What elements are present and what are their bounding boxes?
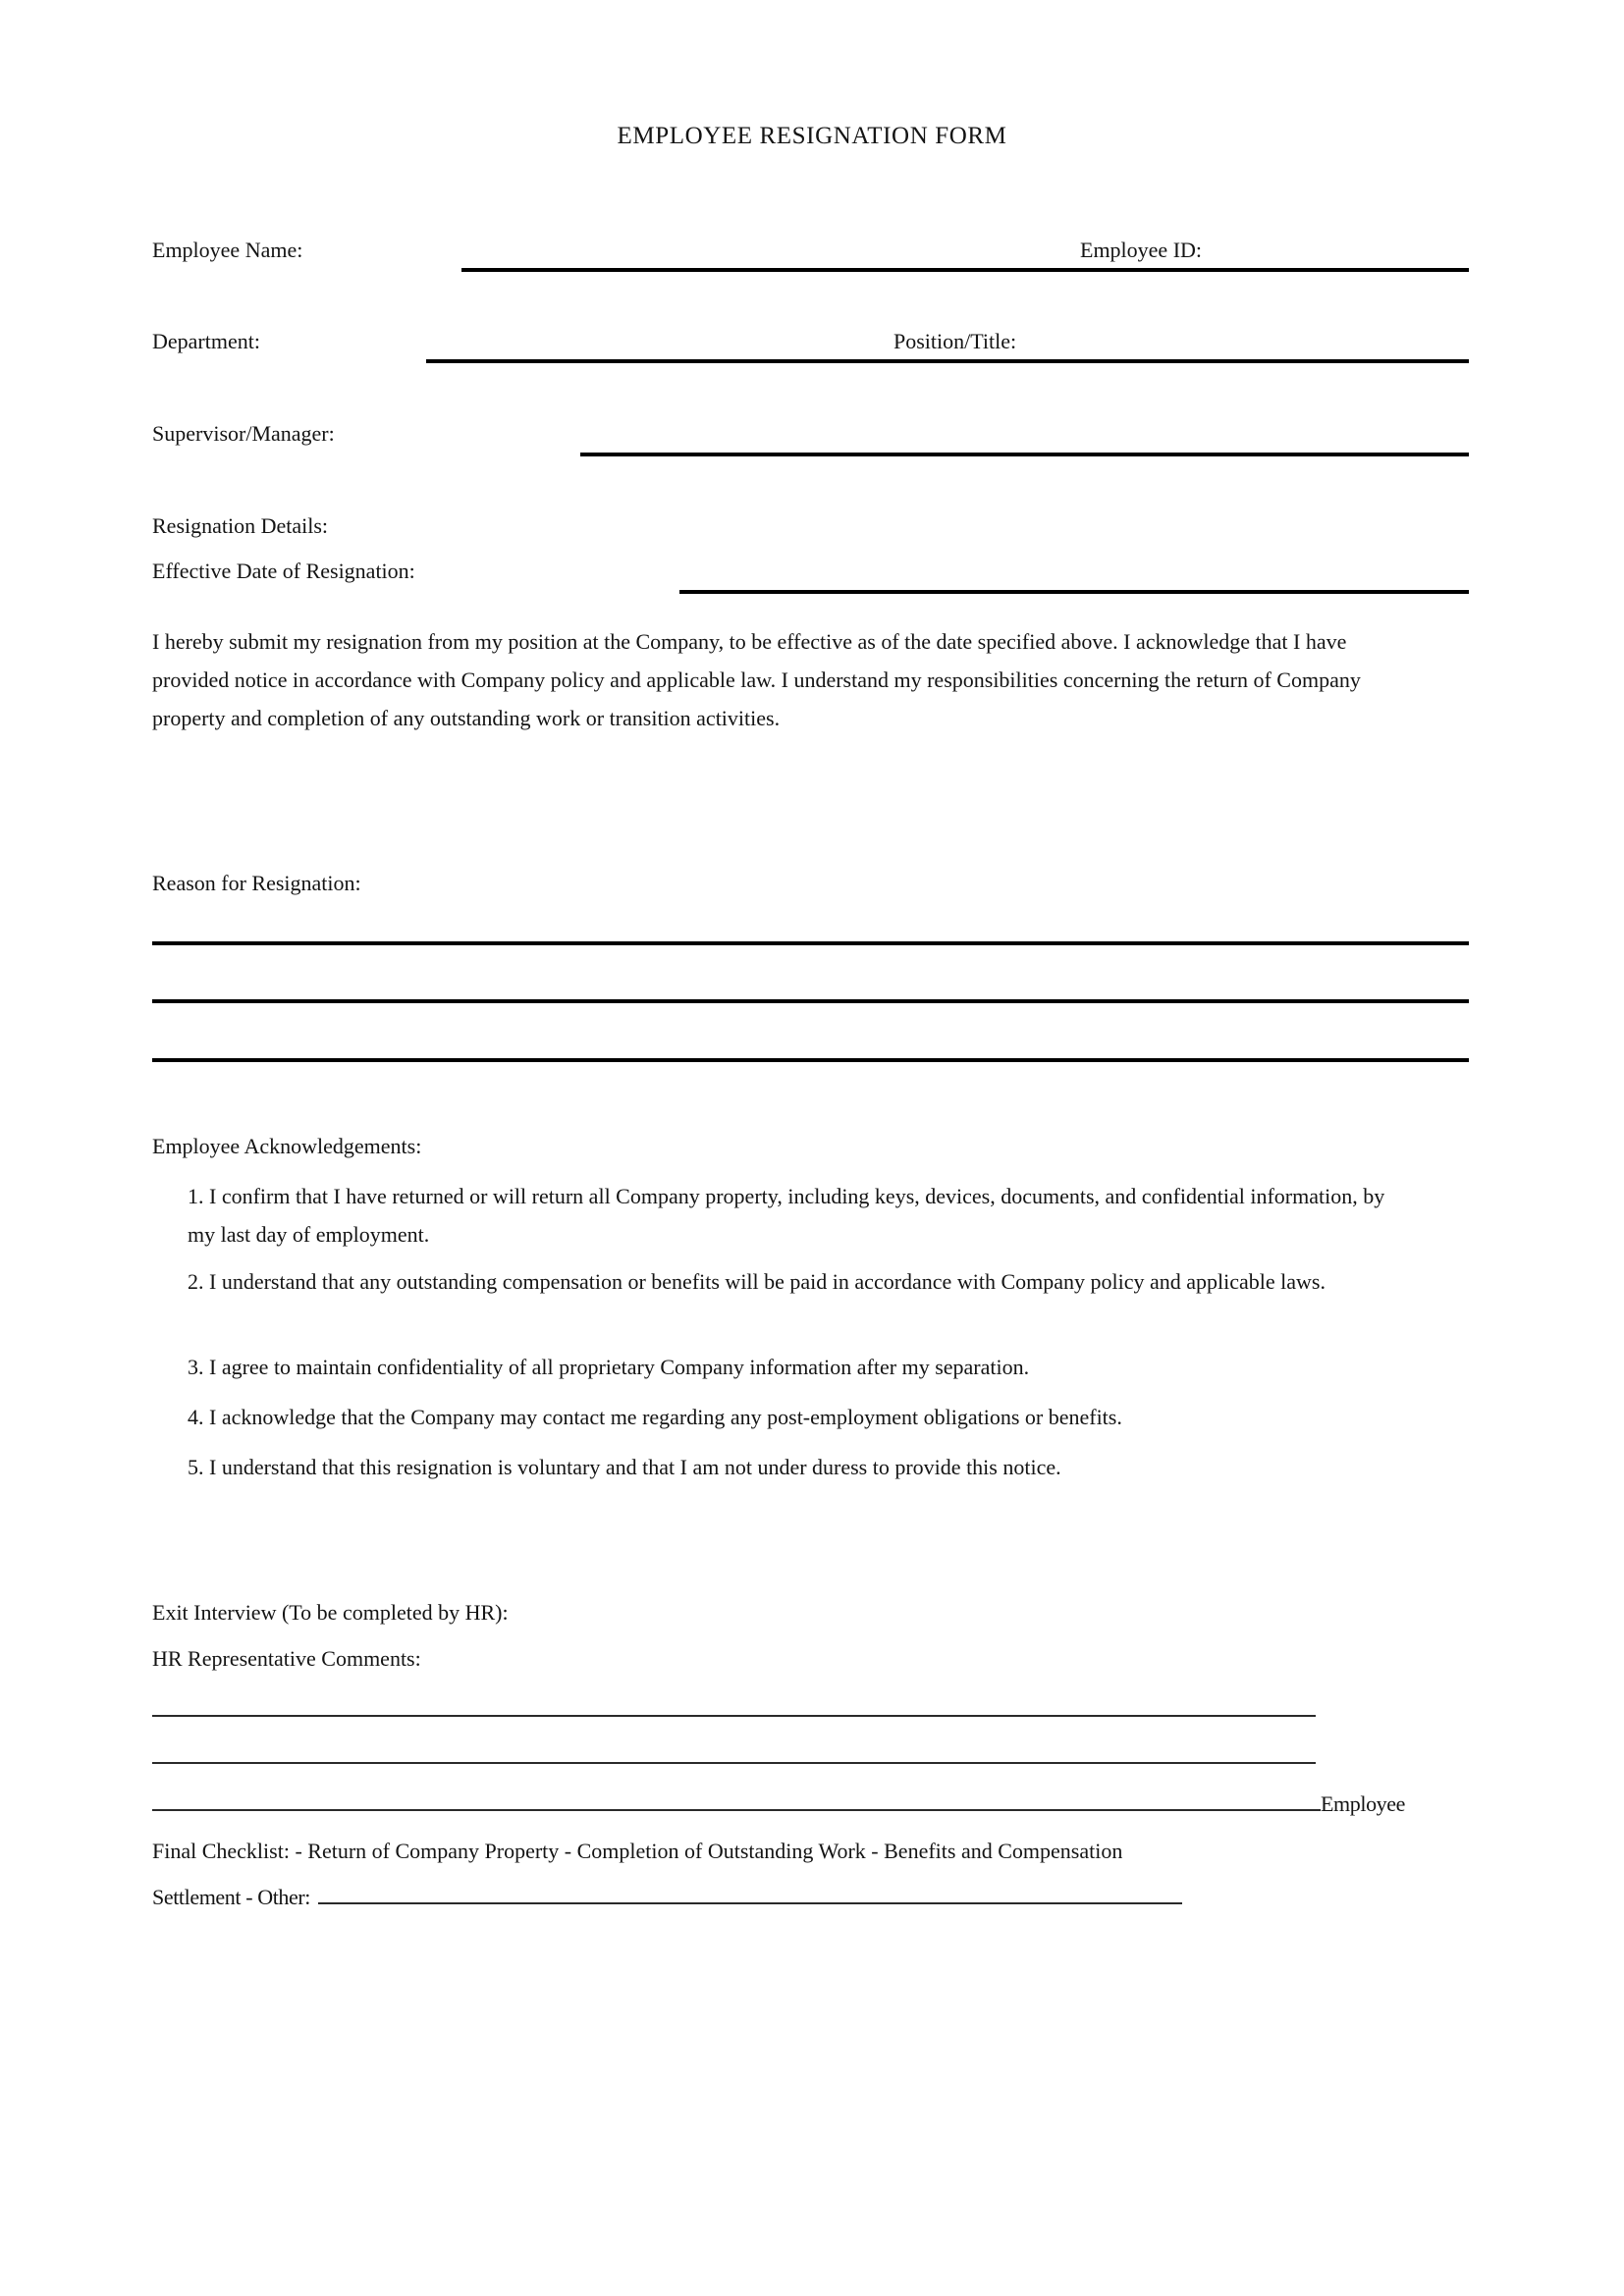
acknowledgement-item-1: 1. I confirm that I have returned or will return all Company property, including keys, devices, documents, and confidential information, by my last day of employment. [188, 1184, 1385, 1247]
acknowledgements-heading: Employee Acknowledgements: [152, 1134, 422, 1158]
hr-comments-fill-3 [152, 1809, 1321, 1811]
final-checklist-text: Final Checklist: - Return of Company Property - Completion of Outstanding Work - Benefits and Compensation [152, 1839, 1123, 1863]
acknowledgement-item-2: 2. I understand that any outstanding compensation or benefits will be paid in accordance with Company policy and applicable laws. [188, 1269, 1326, 1294]
supervisor-manager-input-rule[interactable] [580, 453, 1469, 456]
settlement-other-label: Settlement - Other: [152, 1885, 311, 1909]
settlement-other-line[interactable] [152, 1883, 1182, 1912]
effective-date-input-rule[interactable] [679, 590, 1469, 594]
department-position-input-rule[interactable] [426, 359, 1469, 363]
resignation-statement-paragraph: I hereby submit my resignation from my position at the Company, to be effective as of the date specified above. I acknowledge that I have provided notice in accordance with Company policy and applicable law. I understand my responsibilities concerning the return of Company property and completion of any outstanding work or transition activities. [152, 629, 1361, 730]
hr-comments-line-1[interactable] [152, 1695, 1316, 1725]
reason-input-rule-3[interactable] [152, 1058, 1469, 1062]
signature-trailing-label: Employee [1321, 1791, 1405, 1816]
acknowledgement-item-4: 4. I acknowledge that the Company may contact me regarding any post-employment obligations or benefits. [188, 1405, 1122, 1429]
employee-name-label: Employee Name: [152, 238, 303, 262]
hr-comments-fill-1 [152, 1715, 1316, 1717]
department-label: Department: [152, 329, 260, 353]
hr-comments-signature-line[interactable] [152, 1789, 1405, 1819]
reason-input-rule-1[interactable] [152, 941, 1469, 945]
position-title-label: Position/Title: [893, 329, 1017, 353]
effective-date-label: Effective Date of Resignation: [152, 559, 415, 583]
acknowledgement-item-3: 3. I agree to maintain confidentiality of all proprietary Company information after my separation. [188, 1355, 1030, 1379]
acknowledgement-item-5: 5. I understand that this resignation is voluntary and that I am not under duress to provide this notice. [188, 1455, 1061, 1479]
supervisor-manager-label: Supervisor/Manager: [152, 421, 335, 446]
hr-comments-fill-2 [152, 1762, 1316, 1764]
settlement-other-fill [318, 1902, 1182, 1904]
hr-comments-label: HR Representative Comments: [152, 1646, 421, 1671]
hr-comments-line-2[interactable] [152, 1742, 1316, 1772]
employee-id-label: Employee ID: [1080, 238, 1203, 262]
reason-input-rule-2[interactable] [152, 999, 1469, 1003]
employee-name-id-input-rule[interactable] [461, 268, 1469, 272]
reason-for-resignation-label: Reason for Resignation: [152, 871, 361, 895]
page-title: EMPLOYEE RESIGNATION FORM [617, 123, 1007, 149]
exit-interview-heading: Exit Interview (To be completed by HR): [152, 1600, 509, 1625]
resignation-details-label: Resignation Details: [152, 513, 329, 538]
